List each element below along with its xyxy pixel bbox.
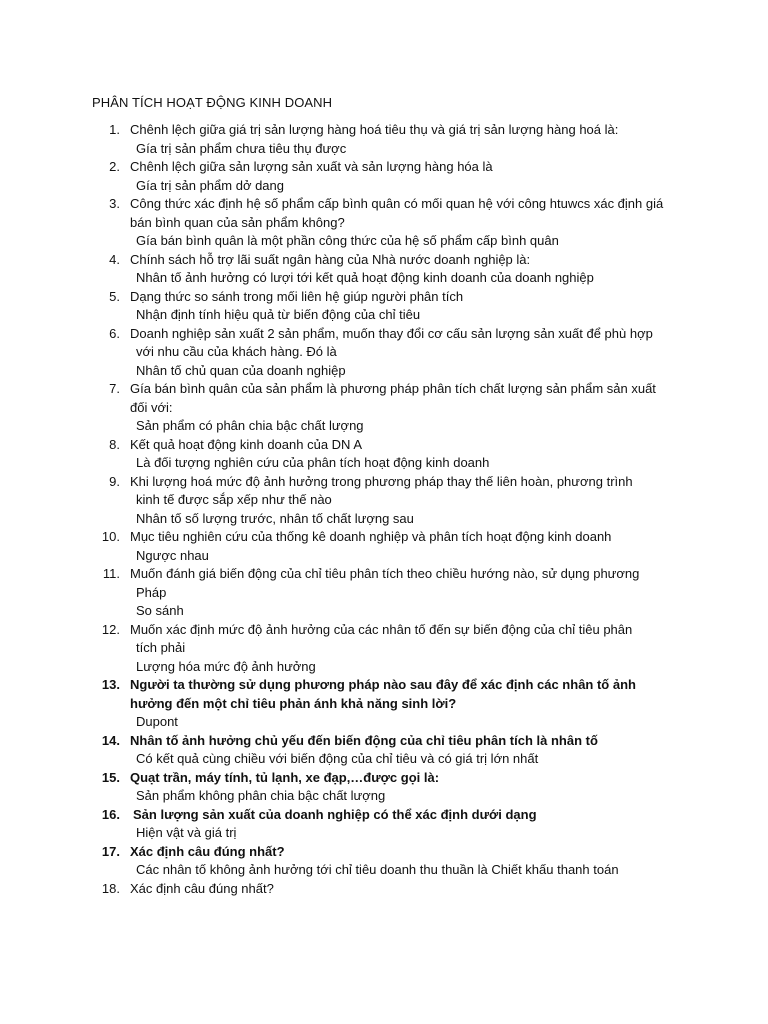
question-item	[0, 880, 768, 899]
question-number: 8.	[109, 436, 120, 452]
question-text: Xác định câu đúng nhất?	[130, 843, 285, 859]
question-text: Chính sách hỗ trợ lãi suất ngân hàng của Nhà nước doanh nghiệp là:	[130, 251, 531, 267]
question-item	[0, 621, 768, 677]
question-item	[0, 325, 768, 381]
answer-text: Là đối tượng nghiên cứu của phân tích hoạt động kinh doanh	[136, 455, 490, 470]
answer-text: Dupont	[136, 714, 178, 729]
answer-text: So sánh	[136, 603, 184, 618]
answer-text: Nhân tố ảnh hưởng có lượi tới kết quả hoạt động kinh doanh của doanh nghiệp	[136, 270, 594, 285]
question-number: 16.	[101, 806, 120, 822]
answer-text: Sản phẩm không phân chia bậc chất lượng	[136, 788, 386, 803]
question-item	[0, 676, 768, 732]
question-item	[0, 473, 768, 529]
question-item	[0, 565, 768, 621]
question-text: Muốn xác định mức độ ảnh hưởng của các nhân tố đến sự biến động của chỉ tiêu phân	[130, 621, 633, 637]
page-title: PHÂN TÍCH HOẠT ĐỘNG KINH DOANH	[92, 95, 333, 110]
question-list	[0, 121, 768, 898]
question-text: Quạt trần, máy tính, tủ lạnh, xe đạp,…được gọi là:	[130, 769, 440, 785]
question-text: Dạng thức so sánh trong mối liên hệ giúp người phân tích	[130, 288, 464, 304]
question-number: 3.	[109, 196, 120, 211]
question-number: 14.	[101, 732, 120, 748]
question-item	[0, 158, 768, 195]
answer-text: Nhân tố số lượng trước, nhân tố chất lượng sau	[136, 510, 414, 526]
question-text: Công thức xác định hệ số phẩm cấp bình quân có mối quan hệ với công htuwcs xác định giá bán bình quan của sản phẩm không?	[130, 196, 664, 230]
answer-text: Ngược nhau	[136, 547, 209, 563]
question-text-continued: Pháp	[136, 584, 167, 600]
question-item	[0, 251, 768, 288]
answer-text: Gía bán bình quân là một phần công thức của hệ số phẩm cấp bình quân	[136, 233, 559, 248]
question-text-continued: kinh tế được sắp xếp như thế nào	[136, 492, 332, 507]
question-number: 10.	[101, 529, 120, 544]
question-text: Gía bán bình quân của sản phẩm là phương pháp phân tích chất lượng sản phẩm sản xuất đối với:	[130, 381, 656, 415]
question-item	[0, 436, 768, 473]
question-number: 11.	[102, 566, 120, 581]
answer-text: Có kết quả cùng chiều với biến động của chỉ tiêu và có giá trị lớn nhất	[136, 751, 539, 766]
question-text: Người ta thường sử dụng phương pháp nào sau đây để xác định các nhân tố ảnh hưởng đến một chỉ tiêu phản ánh khả năng sinh lời?	[130, 677, 636, 711]
question-text-continued: với nhu cầu của khách hàng. Đó là	[136, 344, 337, 359]
question-text: Chênh lệch giữa sản lượng sản xuất và sản lượng hàng hóa là	[130, 159, 493, 174]
question-item	[0, 121, 768, 158]
question-text: Khi lượng hoá mức độ ảnh hưởng trong phương pháp thay thế liên hoàn, phương trình	[130, 473, 633, 489]
question-number: 18.	[101, 880, 120, 896]
answer-text: Sản phẩm có phân chia bậc chất lượng	[136, 418, 364, 433]
question-text-continued: tích phải	[136, 640, 186, 655]
question-number: 4.	[109, 251, 120, 267]
answer-text: Gía trị sản phẩm dở dang	[136, 177, 284, 193]
question-text: Kết quả hoạt động kinh doanh của DN A	[130, 436, 363, 452]
question-item	[0, 380, 768, 436]
question-number: 7.	[109, 381, 120, 396]
question-number: 2.	[109, 159, 120, 174]
answer-text: Lượng hóa mức độ ảnh hưởng	[136, 658, 316, 674]
question-number: 17.	[101, 843, 120, 859]
question-item	[0, 769, 768, 806]
answer-text: Các nhân tố không ảnh hưởng tới chỉ tiêu doanh thu thuần là Chiết khấu thanh toán	[136, 862, 619, 877]
question-text: Xác định câu đúng nhất?	[130, 880, 274, 896]
question-item	[0, 288, 768, 325]
question-item	[0, 732, 768, 769]
question-item	[0, 843, 768, 880]
question-text: Chênh lệch giữa giá trị sản lượng hàng hoá tiêu thụ và giá trị sản lượng hàng hoá là:	[130, 122, 619, 137]
answer-text: Gía trị sản phẩm chưa tiêu thụ được	[136, 140, 347, 156]
question-number: 1.	[109, 122, 120, 137]
question-text: Muốn đánh giá biến động của chỉ tiêu phân tích theo chiều hướng nào, sử dụng phương	[130, 566, 640, 581]
question-text: Sản lượng sản xuất của doanh nghiệp có thể xác định dưới dạng	[133, 806, 537, 822]
question-number: 9.	[109, 473, 120, 489]
question-text: Mục tiêu nghiên cứu của thống kê doanh nghiệp và phân tích hoạt động kinh doanh	[130, 529, 612, 544]
question-item	[0, 806, 768, 843]
question-text: Nhân tố ảnh hưởng chủ yếu đến biến động của chỉ tiêu phân tích là nhân tố	[130, 732, 598, 748]
answer-text: Nhận định tính hiệu quả từ biến động của chỉ tiêu	[136, 307, 421, 322]
question-text: Doanh nghiệp sản xuất 2 sản phẩm, muốn thay đổi cơ cấu sản lượng sản xuất để phù hợp	[130, 325, 653, 341]
question-item	[0, 195, 768, 251]
question-item	[0, 528, 768, 565]
answer-text: Hiện vật và giá trị	[136, 825, 237, 840]
question-number: 12.	[101, 621, 120, 637]
question-number: 5.	[109, 288, 120, 304]
question-number: 13.	[101, 677, 120, 692]
question-number: 15.	[101, 769, 120, 785]
question-number: 6.	[109, 325, 120, 341]
answer-text: Nhân tố chủ quan của doanh nghiệp	[136, 362, 346, 378]
